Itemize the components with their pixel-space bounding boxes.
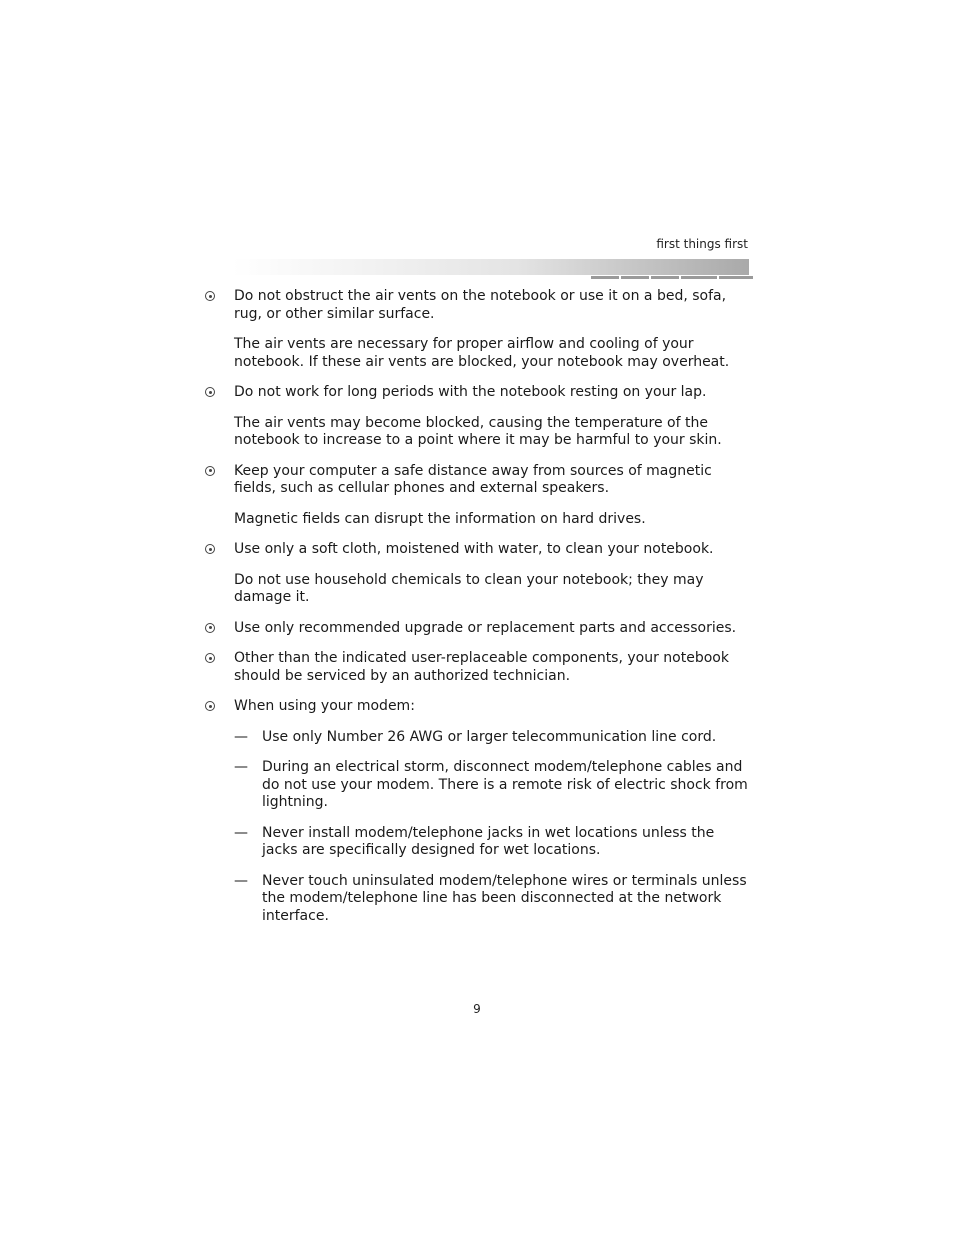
modem-item-text: Never touch uninsulated modem/telephone wires or terminals unless the modem/telephone line has been disconnected at the network interface. xyxy=(262,872,747,924)
list-item xyxy=(234,541,750,607)
list-item xyxy=(234,463,750,529)
header-tick-marks xyxy=(591,276,753,279)
bullet-text: Use only a soft cloth, moistened with water, to clean your notebook. xyxy=(234,541,714,557)
header-gradient-bar xyxy=(232,259,749,275)
circle-bullet-icon xyxy=(205,623,215,633)
modem-item-text: Never install modem/telephone jacks in wet locations unless the jacks are specifically designed for wet locations. xyxy=(262,824,715,858)
modem-sublist-item xyxy=(234,759,750,812)
circle-bullet-icon xyxy=(205,387,215,397)
modem-item-text: During an electrical storm, disconnect modem/telephone cables and do not use your modem. There is a remote risk of electric shock from lightning. xyxy=(262,759,748,810)
bullet-note: The air vents are necessary for proper airflow and cooling of your notebook. If these air vents are blocked, your notebook may overheat. xyxy=(234,336,730,370)
dash-marker: — xyxy=(234,824,248,841)
list-item xyxy=(234,384,750,450)
circle-bullet-icon xyxy=(205,653,215,663)
dash-marker: — xyxy=(234,872,248,889)
bullet-note: Magnetic fields can disrupt the information on hard drives. xyxy=(234,510,646,527)
circle-bullet-icon xyxy=(205,701,215,711)
circle-bullet-icon xyxy=(205,291,215,301)
page-number: 9 xyxy=(473,1002,481,1016)
section-header: first things first xyxy=(656,237,748,251)
bullet-text: Use only recommended upgrade or replacement parts and accessories. xyxy=(234,619,737,636)
bullet-note: The air vents may become blocked, causing the temperature of the notebook to increase to a point where it may be harmful to your skin. xyxy=(234,414,722,448)
list-item xyxy=(234,650,750,685)
safety-list xyxy=(0,288,954,938)
dash-marker: — xyxy=(234,759,248,775)
list-item xyxy=(234,288,750,371)
circle-bullet-icon xyxy=(205,544,215,554)
modem-item-text: Use only Number 26 AWG or larger telecommunication line cord. xyxy=(262,728,717,745)
modem-sublist-item xyxy=(234,824,750,860)
modem-sublist-item xyxy=(234,872,750,926)
bullet-text: When using your modem: xyxy=(234,698,415,714)
bullet-text: Do not obstruct the air vents on the notebook or use it on a bed, sofa, rug, or other similar surface. xyxy=(234,288,727,322)
list-item xyxy=(234,620,750,638)
bullet-text: Do not work for long periods with the notebook resting on your lap. xyxy=(234,384,707,400)
bullet-text: Keep your computer a safe distance away from sources of magnetic fields, such as cellular phones and external speakers. xyxy=(234,462,712,496)
bullet-note: Do not use household chemicals to clean your notebook; they may damage it. xyxy=(234,571,704,605)
list-item xyxy=(234,698,750,716)
dash-marker: — xyxy=(234,728,248,745)
circle-bullet-icon xyxy=(205,466,215,476)
modem-sublist-item xyxy=(234,728,750,747)
bullet-text: Other than the indicated user-replaceable components, your notebook should be serviced by an authorized technician. xyxy=(234,650,729,684)
